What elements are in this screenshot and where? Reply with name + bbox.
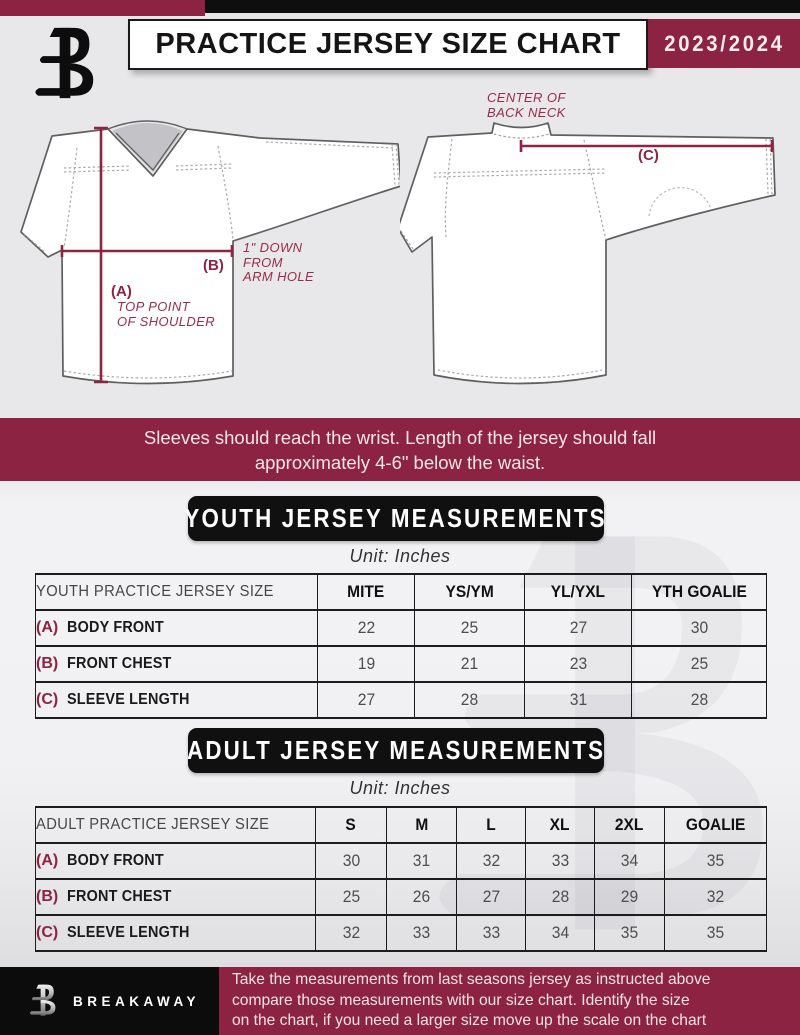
- table-row: (C) SLEEVE LENGTH 32 33 33 34 35 35: [36, 915, 767, 951]
- footer-brand-area: [0, 967, 219, 1035]
- table-row: (B) FRONT CHEST 19 21 23 25: [36, 646, 767, 682]
- measure-a-key: (A): [111, 283, 132, 300]
- page-title-box: [128, 19, 648, 70]
- season-box: [648, 19, 800, 68]
- measure-b-key: (B): [203, 257, 224, 274]
- measure-c-desc: CENTER OF BACK NECK: [487, 90, 566, 120]
- size-col-ylyxl: YL/YXL: [550, 582, 606, 601]
- brand-wordmark: BREAKAWAY: [73, 993, 201, 1009]
- youth-unit-label: Unit: Inches: [349, 546, 451, 566]
- size-col-goalie: GOALIE: [685, 815, 746, 834]
- adult-banner-title: ADULT JERSEY MEASUREMENTS: [186, 735, 606, 765]
- top-strip-maroon: [0, 0, 205, 16]
- youth-table-title: YOUTH PRACTICE JERSEY SIZE: [36, 583, 274, 600]
- size-col-ysym: YS/YM: [445, 582, 494, 601]
- adult-header-row: [36, 807, 767, 843]
- youth-size-table: [35, 573, 767, 719]
- table-row: (A) BODY FRONT 22 25 27 30: [36, 610, 767, 646]
- back-jersey-diagram: [400, 85, 800, 415]
- size-col-m: M: [415, 815, 428, 834]
- footer-line-1: Take the measurements from last seasons jersey as instructed above: [232, 971, 711, 989]
- table-row: (C) SLEEVE LENGTH 27 28 31 28: [36, 682, 767, 718]
- measure-c-key: (C): [638, 147, 659, 164]
- youth-header-row: [36, 574, 767, 610]
- youth-banner-title: YOUTH JERSEY MEASUREMENTS: [184, 503, 608, 533]
- adult-section-banner: [188, 728, 604, 773]
- breakaway-b-logo: [26, 24, 104, 108]
- size-col-2xl: 2XL: [615, 815, 644, 834]
- footer-line-2: compare those measurements with our size chart. Identify the size: [232, 991, 690, 1009]
- size-col-l: L: [486, 815, 496, 834]
- season-label: 2023/2024: [663, 30, 785, 56]
- table-row: (B) FRONT CHEST 25 26 27 28 29 32: [36, 879, 767, 915]
- adult-table-title: ADULT PRACTICE JERSEY SIZE: [36, 816, 270, 833]
- notice-line-1: Sleeves should reach the wrist. Length of the jersey should fall: [143, 426, 657, 448]
- size-col-goalie: YTH GOALIE: [651, 582, 747, 601]
- table-row: (A) BODY FRONT 30 31 32 33 34 35: [36, 843, 767, 879]
- adult-size-table: [35, 806, 767, 952]
- size-col-mite: MITE: [347, 582, 385, 601]
- size-col-xl: XL: [550, 815, 570, 834]
- size-col-s: S: [345, 815, 357, 834]
- page-title: PRACTICE JERSEY SIZE CHART: [155, 28, 621, 60]
- footer-instructions: [219, 967, 800, 1035]
- measure-b-desc: 1" DOWN FROM ARM HOLE: [243, 240, 315, 284]
- footer-line-3: on the chart, if you need a larger size move up the scale on the chart: [232, 1012, 707, 1030]
- front-jersey-diagram: [20, 100, 400, 410]
- measure-a-desc: TOP POINT OF SHOULDER: [117, 299, 216, 329]
- adult-unit-label: Unit: Inches: [349, 778, 451, 798]
- footer-breakaway-logo: [26, 983, 60, 1020]
- fit-notice-banner: [0, 418, 800, 481]
- youth-section-banner: [184, 496, 608, 541]
- notice-line-2: approximately 4-6" below the waist.: [254, 451, 546, 473]
